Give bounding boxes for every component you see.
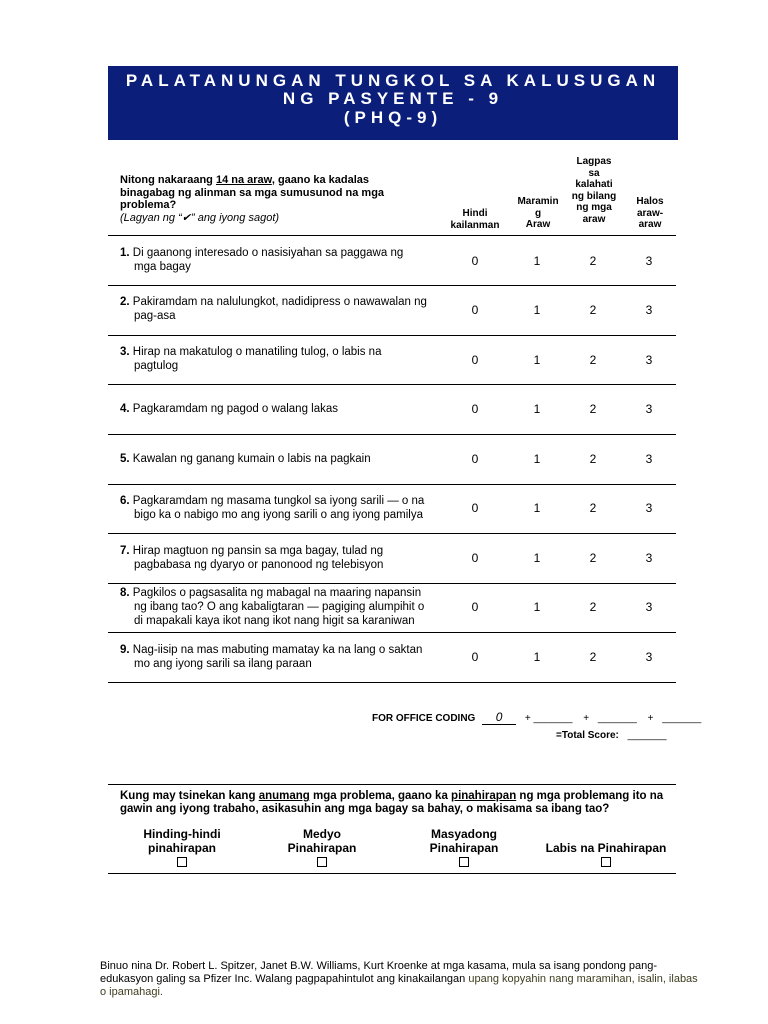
column-header-line: Halos: [636, 196, 664, 207]
question-text-underlined: 14 na araw: [215, 174, 272, 186]
column-header-line: Hindi: [462, 208, 488, 219]
score-option[interactable]: 3: [645, 303, 653, 317]
divider: [108, 484, 676, 485]
score-option[interactable]: 3: [645, 551, 653, 565]
question-text-1: Nitong nakaraang: [120, 174, 216, 186]
divider: [108, 784, 676, 785]
item-text-line-1: Pagkaramdam ng pagod o walang lakas: [132, 403, 339, 415]
column-header-line: ng bilang: [571, 190, 617, 202]
column-header-line: g: [534, 207, 542, 219]
item-text-line-2: mga bagay: [134, 261, 191, 273]
item-text-line-2: pagbabasa ng dyaryo or panonood ng telebisyon: [134, 559, 384, 571]
item-text-line-2: mo ang iyong sarili sa ilang paraan: [134, 658, 312, 670]
item-1: [120, 246, 440, 274]
difficulty-option-extremely[interactable]: [536, 828, 676, 871]
option-label-line: Labis na Pinahirapan: [545, 840, 667, 855]
option-label-line: Pinahirapan: [287, 840, 357, 855]
divider: [108, 632, 676, 633]
score-option[interactable]: 1: [533, 303, 541, 317]
option-label-line: Masyadong: [430, 827, 497, 841]
score-option[interactable]: 0: [471, 501, 479, 515]
footer-text-tail: upang kopyahin nang maramihan, isalin, ilabas o ipamahagi.: [100, 973, 698, 998]
score-option[interactable]: 1: [533, 402, 541, 416]
item-text-line-2: pag-asa: [134, 310, 176, 322]
score-option[interactable]: 2: [589, 600, 597, 614]
question-intro: [120, 174, 420, 224]
score-option[interactable]: 3: [645, 600, 653, 614]
total-score-field[interactable]: _______: [627, 730, 667, 741]
difficulty-option-very[interactable]: [404, 828, 524, 871]
item-text-line-2: ng ibang tao? O ang kabaligtaran — pagiging alumpihit o: [134, 601, 425, 613]
score-option[interactable]: 0: [471, 402, 479, 416]
column-header-line: kalahati: [575, 179, 613, 190]
difficulty-option-somewhat[interactable]: [262, 828, 382, 871]
item-text-line-1: Pagkilos o pagsasalita ng mabagal na maaring napansin: [132, 587, 422, 599]
plus-sign: +: [647, 713, 654, 724]
item-5: [120, 452, 440, 466]
score-option[interactable]: 0: [471, 452, 479, 466]
score-option[interactable]: 1: [533, 650, 541, 664]
title-line-2: NG PASYENTE - 9: [282, 89, 504, 108]
score-option[interactable]: 0: [471, 650, 479, 664]
column-header-never: [445, 208, 505, 231]
column-header-line: araw-: [636, 207, 664, 219]
checkbox[interactable]: [601, 857, 611, 867]
item-number: 6.: [120, 495, 130, 507]
divider: [108, 873, 676, 874]
column-header-line: sa: [588, 167, 600, 179]
item-number: 1.: [120, 247, 130, 259]
column-header-line: araw: [638, 219, 662, 230]
total-score-row: [556, 730, 667, 741]
score-option[interactable]: 2: [589, 650, 597, 664]
score-option[interactable]: 0: [471, 353, 479, 367]
item-9: [120, 643, 440, 671]
item-text-line-1: Kawalan ng ganang kumain o labis na pagkain: [132, 453, 371, 465]
divider: [108, 583, 676, 584]
score-option[interactable]: 2: [589, 452, 597, 466]
difficulty-text-3: ng mga problemang ito na gawin ang iyong trabaho, asikasuhin ang mga bagay sa bahay, o makisama sa ibang tao?: [120, 790, 664, 815]
score-option[interactable]: 2: [589, 402, 597, 416]
difficulty-question: [120, 790, 680, 816]
item-7: [120, 544, 440, 572]
column-header-several-days: [510, 196, 566, 231]
item-number: 3.: [120, 346, 130, 358]
column-header-line: Maramin: [517, 196, 559, 207]
difficulty-text-underlined-2: pinahirapan: [451, 790, 517, 802]
office-coding-field-3[interactable]: _______: [597, 713, 637, 724]
item-text-line-1: Di gaanong interesado o nasisiyahan sa paggawa ng: [132, 247, 404, 259]
item-number: 2.: [120, 296, 130, 308]
office-coding-row: [372, 710, 701, 725]
score-option[interactable]: 2: [589, 303, 597, 317]
plus-sign: +: [524, 713, 531, 724]
score-option[interactable]: 0: [471, 254, 479, 268]
item-text-line-3: di mapakali kaya ikot nang ikot nang higit sa karaniwan: [134, 615, 415, 627]
score-option[interactable]: 1: [533, 254, 541, 268]
difficulty-text-2: mga problema, gaano ka: [309, 790, 452, 802]
divider: [108, 285, 676, 286]
item-2: [120, 295, 440, 323]
item-number: 7.: [120, 545, 130, 557]
item-text-line-1: Nag-iisip na mas mabuting mamatay ka na lang o saktan: [132, 644, 423, 656]
total-score-label: =Total Score:: [556, 730, 619, 741]
office-coding-field-2[interactable]: _______: [533, 713, 573, 724]
item-text-line-1: Hirap magtuon ng pansin sa mga bagay, tulad ng: [132, 545, 384, 557]
plus-sign: +: [583, 713, 590, 724]
option-label-line: pinahirapan: [147, 840, 216, 855]
divider: [108, 682, 676, 683]
item-4: [120, 402, 440, 416]
divider: [108, 434, 676, 435]
office-coding-field-1[interactable]: 0: [482, 710, 516, 725]
column-header-line: kailanman: [450, 219, 500, 231]
score-option[interactable]: 2: [589, 353, 597, 367]
checkbox[interactable]: [177, 857, 187, 867]
score-option[interactable]: 2: [589, 501, 597, 515]
column-header-nearly-every-day: [626, 196, 674, 231]
title-line-3: (PHQ-9): [343, 108, 443, 127]
office-coding-field-4[interactable]: _______: [662, 713, 702, 724]
office-coding-label: FOR OFFICE CODING: [372, 713, 476, 724]
column-header-line: Lagpas: [576, 156, 612, 167]
title-line-1: PALATANUNGAN TUNGKOL SA KALUSUGAN: [125, 71, 661, 90]
item-6: [120, 494, 440, 522]
column-header-more-than-half: [563, 156, 625, 225]
column-header-line: ng mga: [576, 202, 612, 213]
question-text-2: , gaano ka kadalas binagabag ng alinman sa mga sumusunod na mga problema?: [120, 174, 385, 211]
divider: [108, 384, 676, 385]
score-option[interactable]: 3: [645, 452, 653, 466]
score-option[interactable]: 3: [645, 650, 653, 664]
option-label-line: Medyo: [302, 827, 341, 841]
divider: [108, 235, 676, 236]
score-option[interactable]: 3: [645, 353, 653, 367]
item-8: [120, 586, 440, 628]
option-label-line: Pinahirapan: [429, 840, 499, 855]
item-number: 9.: [120, 644, 130, 656]
divider: [108, 533, 676, 534]
item-text-line-1: Pagkaramdam ng masama tungkol sa iyong sarili — o na: [132, 495, 425, 507]
difficulty-text-underlined-1: anumang: [258, 790, 310, 802]
title-banner: [108, 66, 678, 140]
column-header-line: araw: [582, 213, 606, 225]
item-text-line-1: Hirap na makatulog o manatiling tulog, o labis na: [132, 346, 382, 358]
score-option[interactable]: 0: [471, 551, 479, 565]
item-text-line-2: pagtulog: [134, 360, 179, 372]
item-text-line-2: bigo ka o nabigo mo ang iyong sarili o ang iyong pamilya: [134, 509, 423, 521]
checkbox[interactable]: [459, 857, 469, 867]
item-3: [120, 345, 440, 373]
difficulty-text-1: Kung may tsinekan kang: [120, 790, 259, 802]
score-option[interactable]: 1: [533, 600, 541, 614]
question-instruction: (Lagyan ng “✔” ang iyong sagot): [120, 211, 280, 224]
score-option[interactable]: 3: [645, 254, 653, 268]
option-label-line: [536, 828, 676, 842]
score-option[interactable]: 3: [645, 402, 653, 416]
item-number: 5.: [120, 453, 130, 465]
score-option[interactable]: 0: [471, 303, 479, 317]
score-option[interactable]: 3: [645, 501, 653, 515]
column-header-line: Araw: [525, 219, 551, 230]
score-option[interactable]: 1: [533, 353, 541, 367]
divider: [108, 335, 676, 336]
item-text-line-1: Pakiramdam na nalulungkot, nadidipress o nawawalan ng: [132, 296, 427, 308]
footer-credits: [100, 960, 700, 999]
option-label-line: Hinding-hindi: [143, 827, 221, 841]
item-number: 8.: [120, 587, 130, 599]
score-option[interactable]: 0: [471, 600, 479, 614]
difficulty-option-not-difficult[interactable]: [122, 828, 242, 871]
score-option[interactable]: 1: [533, 501, 541, 515]
score-option[interactable]: 1: [533, 551, 541, 565]
score-option[interactable]: 2: [589, 254, 597, 268]
item-number: 4.: [120, 403, 130, 415]
score-option[interactable]: 1: [533, 452, 541, 466]
score-option[interactable]: 2: [589, 551, 597, 565]
footer-text-main: Binuo nina Dr. Robert L. Spitzer, Janet B.W. Williams, Kurt Kroenke at mga kasama, mula sa isang pondong pang-edukasyon galing sa Pfizer Inc. Walang pagpapahintulot ang kinakailangan: [100, 960, 658, 985]
checkbox[interactable]: [317, 857, 327, 867]
